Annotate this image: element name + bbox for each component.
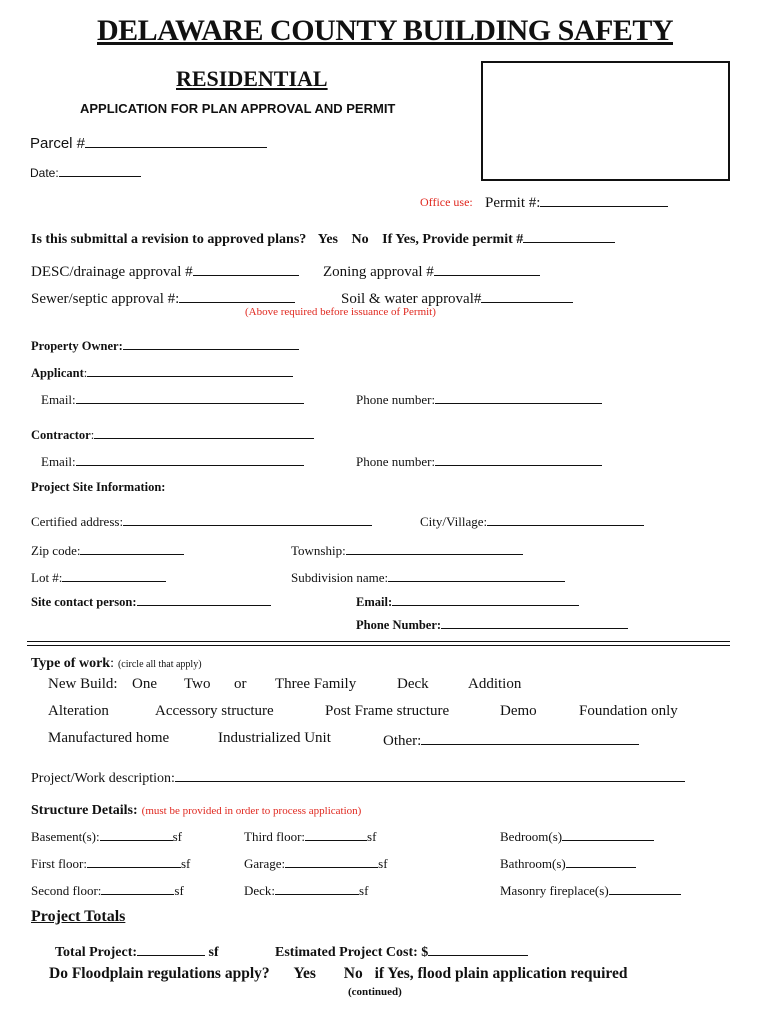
- work-other-label: Other:: [383, 733, 422, 749]
- contractor-email-field[interactable]: [41, 453, 304, 470]
- soil-approval-field[interactable]: [341, 288, 573, 308]
- site-email-field[interactable]: [356, 593, 579, 610]
- garage-sf-unit: sf: [378, 856, 388, 871]
- second-floor-input-line[interactable]: [101, 882, 174, 895]
- fireplace-field[interactable]: [500, 882, 681, 899]
- date-input-line[interactable]: [59, 165, 141, 177]
- property-owner-field[interactable]: [31, 337, 299, 354]
- township-label: Township:: [291, 543, 346, 558]
- applicant-field[interactable]: [31, 364, 293, 381]
- site-contact-label: Site contact person:: [31, 595, 137, 609]
- second-floor-sf-unit: sf: [174, 883, 184, 898]
- lot-label: Lot #:: [31, 570, 63, 585]
- work-or-text: or: [234, 676, 247, 692]
- basement-field[interactable]: [31, 828, 182, 845]
- total-project-label: Total Project:: [55, 945, 138, 960]
- parcel-label: Parcel #: [30, 135, 86, 152]
- basement-input-line[interactable]: [100, 828, 173, 841]
- work-option-demo[interactable]: Demo: [500, 703, 537, 719]
- permit-field[interactable]: [485, 192, 668, 212]
- contractor-email-input-line[interactable]: [76, 453, 304, 466]
- office-use-label: Office use:: [420, 195, 473, 209]
- deck-field[interactable]: [244, 882, 368, 899]
- third-floor-field[interactable]: [244, 828, 376, 845]
- floodplain-yes-option[interactable]: Yes: [293, 965, 316, 982]
- revision-if-yes-label: If Yes, Provide permit #: [382, 232, 524, 247]
- deck-input-line[interactable]: [275, 882, 359, 895]
- zip-input-line[interactable]: [80, 542, 184, 555]
- site-phone-input-line[interactable]: [441, 616, 628, 629]
- work-description-field[interactable]: [31, 767, 685, 787]
- certified-address-label: Certified address:: [31, 514, 124, 529]
- contractor-label: Contractor: [31, 428, 91, 442]
- applicant-label: Applicant: [31, 366, 84, 380]
- estimated-cost-label: Estimated Project Cost: $: [275, 945, 429, 960]
- applicant-input-line[interactable]: [87, 364, 293, 377]
- bedrooms-label: Bedroom(s): [500, 829, 563, 844]
- total-project-input-line[interactable]: [137, 941, 205, 956]
- floodplain-no-option[interactable]: No: [343, 965, 363, 982]
- fireplace-input-line[interactable]: [609, 882, 681, 895]
- parcel-field[interactable]: [30, 133, 267, 152]
- site-contact-input-line[interactable]: [137, 593, 271, 606]
- soil-approval-input-line[interactable]: [481, 288, 573, 303]
- desc-approval-input-line[interactable]: [193, 261, 299, 276]
- contractor-input-line[interactable]: [94, 426, 314, 439]
- type-of-work-heading: Type of work: [31, 656, 111, 671]
- office-stamp-box: [481, 61, 730, 181]
- site-info-heading: Project Site Information:: [31, 480, 166, 494]
- total-project-field[interactable]: [55, 941, 219, 961]
- zoning-approval-input-line[interactable]: [434, 261, 540, 276]
- zoning-approval-label: Zoning approval #: [323, 264, 434, 280]
- revision-yes-option[interactable]: Yes: [317, 232, 338, 247]
- work-option-alteration[interactable]: Alteration: [48, 703, 109, 719]
- garage-field[interactable]: [244, 855, 388, 872]
- certified-address-field[interactable]: [31, 513, 372, 530]
- site-phone-label: Phone Number:: [356, 618, 442, 632]
- certified-address-input-line[interactable]: [123, 513, 372, 526]
- work-option-industrialized[interactable]: Industrialized Unit: [218, 730, 331, 746]
- contractor-field[interactable]: [31, 426, 314, 443]
- site-phone-field[interactable]: [356, 616, 628, 633]
- deck-sf-unit: sf: [359, 883, 369, 898]
- work-other-field[interactable]: [383, 730, 639, 750]
- city-village-label: City/Village:: [420, 514, 488, 529]
- zip-label: Zip code:: [31, 543, 81, 558]
- estimated-cost-input-line[interactable]: [428, 941, 528, 956]
- type-of-work-heading-row: [31, 654, 202, 672]
- structure-heading-row: [31, 801, 361, 819]
- property-owner-label: Property Owner:: [31, 339, 123, 353]
- work-other-input-line[interactable]: [421, 730, 639, 745]
- permit-input-line[interactable]: [540, 192, 668, 207]
- form-subtitle: RESIDENTIAL: [176, 66, 328, 91]
- desc-approval-field[interactable]: [31, 261, 299, 281]
- city-village-field[interactable]: [420, 513, 644, 530]
- garage-label: Garage:: [244, 856, 286, 871]
- estimated-cost-field[interactable]: [275, 941, 528, 961]
- section-divider-bottom: [27, 645, 730, 646]
- applicant-email-input-line[interactable]: [76, 391, 304, 404]
- work-option-post-frame[interactable]: Post Frame structure: [325, 703, 450, 719]
- bedrooms-input-line[interactable]: [562, 828, 654, 841]
- applicant-phone-input-line[interactable]: [435, 391, 602, 404]
- work-description-input-line[interactable]: [175, 767, 685, 782]
- subdivision-input-line[interactable]: [388, 569, 565, 582]
- township-input-line[interactable]: [346, 542, 523, 555]
- bathrooms-label: Bathroom(s): [500, 856, 566, 871]
- first-floor-field[interactable]: [31, 855, 190, 872]
- continued-note: (continued): [348, 986, 402, 998]
- revision-no-option[interactable]: No: [351, 232, 369, 247]
- date-label: Date:: [30, 166, 59, 180]
- total-project-sf-unit: sf: [208, 945, 219, 960]
- section-divider-top: [27, 641, 730, 642]
- application-title: APPLICATION FOR PLAN APPROVAL AND PERMIT: [80, 101, 396, 116]
- site-contact-field[interactable]: [31, 593, 271, 610]
- site-email-input-line[interactable]: [392, 593, 579, 606]
- first-floor-sf-unit: sf: [180, 856, 191, 871]
- basement-sf-unit: sf: [172, 829, 182, 844]
- circle-note: (circle all that apply): [117, 659, 202, 670]
- structure-heading: Structure Details:: [31, 803, 138, 818]
- contractor-phone-field[interactable]: [356, 453, 602, 470]
- floodplain-question: Do Floodplain regulations apply?: [49, 965, 270, 982]
- second-floor-field[interactable]: [31, 882, 184, 899]
- contractor-phone-label: Phone number:: [356, 454, 436, 469]
- contractor-colon: :: [90, 428, 95, 442]
- permit-label: Permit #:: [485, 195, 541, 211]
- third-floor-sf-unit: sf: [367, 829, 377, 844]
- zoning-approval-field[interactable]: [323, 261, 540, 281]
- third-floor-input-line[interactable]: [305, 828, 367, 841]
- revision-row: [31, 228, 615, 248]
- form-title: DELAWARE COUNTY BUILDING SAFETY: [97, 14, 673, 47]
- work-option-addition[interactable]: Addition: [468, 676, 522, 692]
- fireplace-label: Masonry fireplace(s): [500, 883, 609, 898]
- applicant-email-label: Email:: [41, 392, 76, 407]
- floodplain-note: if Yes, flood plain application required: [374, 965, 628, 982]
- deck-label: Deck:: [244, 883, 276, 898]
- soil-approval-label: Soil & water approval#: [341, 291, 482, 307]
- type-of-work-colon: :: [110, 656, 114, 671]
- sewer-approval-input-line[interactable]: [179, 288, 295, 303]
- sewer-approval-field[interactable]: [31, 288, 295, 308]
- applicant-colon: :: [83, 366, 88, 380]
- garage-input-line[interactable]: [285, 855, 378, 868]
- work-option-foundation[interactable]: Foundation only: [579, 703, 678, 719]
- applicant-phone-label: Phone number:: [356, 392, 436, 407]
- site-email-label: Email:: [356, 595, 393, 609]
- applicant-email-field[interactable]: [41, 391, 304, 408]
- basement-label: Basement(s):: [31, 829, 100, 844]
- third-floor-label: Third floor:: [244, 829, 306, 844]
- bathrooms-field[interactable]: [500, 855, 636, 872]
- bathrooms-input-line[interactable]: [566, 855, 636, 868]
- lot-input-line[interactable]: [62, 569, 166, 582]
- work-option-three-family[interactable]: Three Family: [275, 676, 357, 692]
- second-floor-label: Second floor:: [31, 883, 102, 898]
- contractor-email-label: Email:: [41, 454, 76, 469]
- first-floor-input-line[interactable]: [87, 855, 181, 868]
- lot-field[interactable]: [31, 569, 166, 586]
- work-description-label: Project/Work description:: [31, 771, 175, 786]
- new-build-label: New Build:: [48, 676, 118, 692]
- applicant-phone-field[interactable]: [356, 391, 602, 408]
- property-owner-input-line[interactable]: [123, 337, 299, 350]
- contractor-phone-input-line[interactable]: [435, 453, 602, 466]
- revision-permit-input-line[interactable]: [523, 228, 615, 243]
- township-field[interactable]: [291, 542, 523, 559]
- parcel-input-line[interactable]: [85, 133, 267, 148]
- work-option-manufactured[interactable]: Manufactured home: [48, 730, 170, 746]
- work-option-deck[interactable]: Deck: [397, 676, 429, 692]
- date-field[interactable]: [30, 165, 141, 180]
- project-totals-heading: Project Totals: [31, 908, 126, 925]
- bedrooms-field[interactable]: [500, 828, 654, 845]
- work-option-accessory[interactable]: Accessory structure: [155, 703, 274, 719]
- desc-approval-label: DESC/drainage approval #: [31, 264, 193, 280]
- city-village-input-line[interactable]: [487, 513, 644, 526]
- subdivision-label: Subdivision name:: [291, 570, 389, 585]
- zip-field[interactable]: [31, 542, 184, 559]
- work-option-one[interactable]: One: [132, 676, 157, 692]
- structure-note: (must be provided in order to process application): [141, 805, 362, 817]
- sewer-approval-label: Sewer/septic approval #:: [31, 291, 180, 307]
- work-option-two[interactable]: Two: [184, 676, 211, 692]
- approvals-note: (Above required before issuance of Permit): [245, 306, 436, 318]
- subdivision-field[interactable]: [291, 569, 565, 586]
- floodplain-row: [49, 965, 628, 983]
- revision-question: Is this submittal a revision to approved plans?: [31, 232, 307, 247]
- first-floor-label: First floor:: [31, 856, 87, 871]
